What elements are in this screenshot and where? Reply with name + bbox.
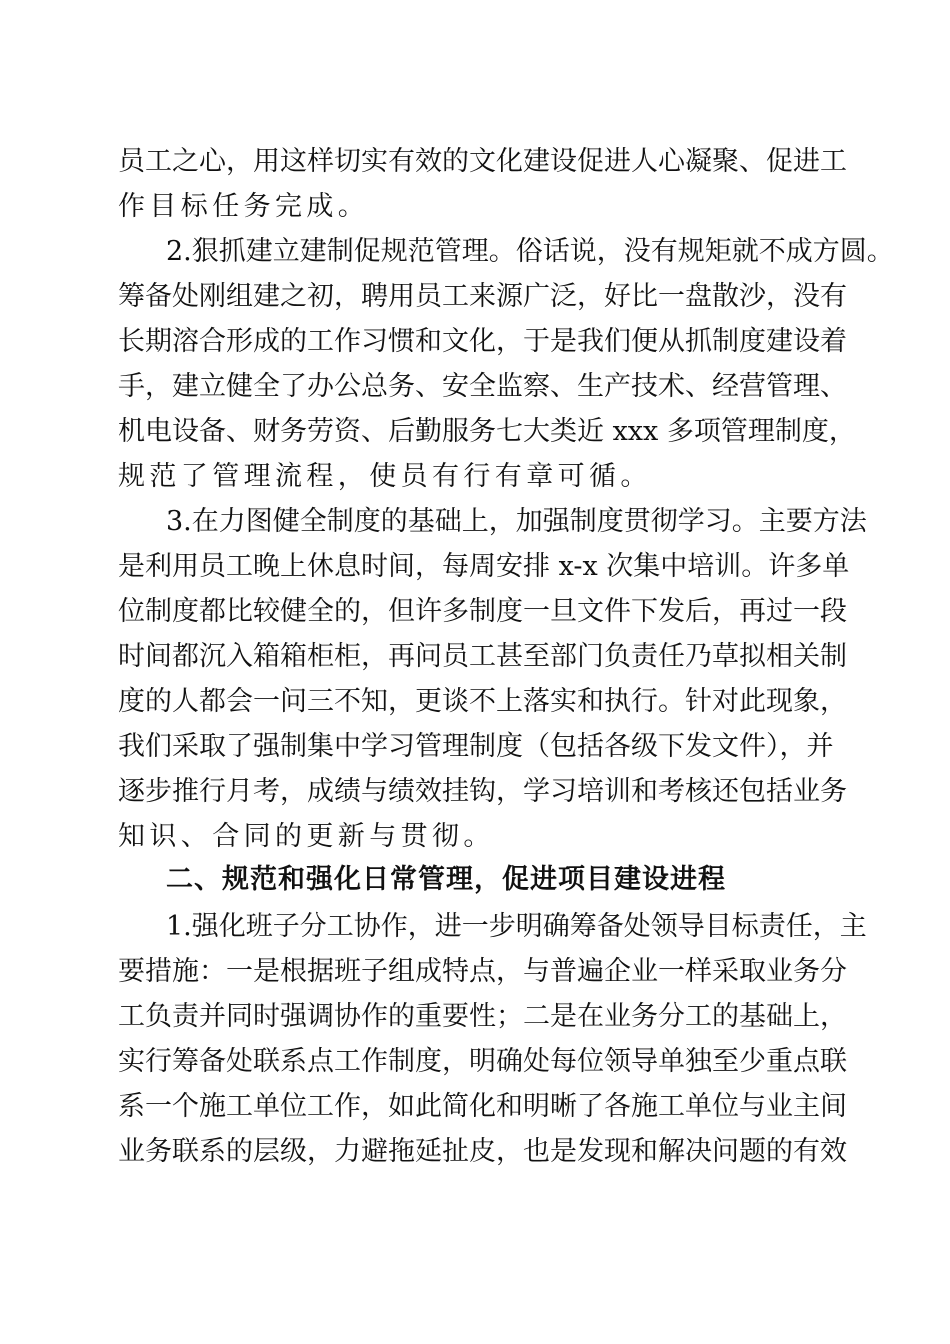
text-line: 2.狠抓建立建制促规范管理。俗话说，没有规矩就不成方圆。 bbox=[166, 236, 894, 267]
text-line: 规范了管理流程，使员有行有章可循。 bbox=[118, 461, 652, 492]
text-line: 筹备处刚组建之初，聘用员工来源广泛，好比一盘散沙，没有 bbox=[118, 281, 847, 312]
text-line: 要措施：一是根据班子组成特点，与普遍企业一样采取业务分 bbox=[118, 956, 847, 987]
text-line: 1.强化班子分工协作，进一步明确筹备处领导目标责任，主 bbox=[166, 911, 867, 942]
text-line: 实行筹备处联系点工作制度，明确处每位领导单独至少重点联 bbox=[118, 1046, 847, 1077]
text-line: 逐步推行月考，成绩与绩效挂钩，学习培训和考核还包括业务 bbox=[118, 776, 847, 807]
text-line: 员工之心，用这样切实有效的文化建设促进人心凝聚、促进工 bbox=[118, 146, 847, 177]
section-heading: 二、规范和强化日常管理，促进项目建设进程 bbox=[166, 864, 726, 895]
text-line: 是利用员工晚上休息时间，每周安排 x-x 次集中培训。许多单 bbox=[118, 551, 850, 582]
text-line: 知识、合同的更新与贯彻。 bbox=[118, 821, 495, 852]
text-line: 3.在力图健全制度的基础上，加强制度贯彻学习。主要方法 bbox=[166, 506, 867, 537]
text-line: 手，建立健全了办公总务、安全监察、生产技术、经营管理、 bbox=[118, 371, 847, 402]
text-line: 工负责并同时强调协作的重要性；二是在业务分工的基础上， bbox=[118, 1001, 847, 1032]
text-line: 机电设备、财务劳资、后勤服务七大类近 xxx 多项管理制度， bbox=[118, 416, 856, 447]
text-line: 业务联系的层级，力避拖延扯皮，也是发现和解决问题的有效 bbox=[118, 1136, 847, 1167]
text-line: 作目标任务完成。 bbox=[118, 191, 370, 222]
text-line: 时间都沉入箱箱柜柜，再问员工甚至部门负责任乃草拟相关制 bbox=[118, 641, 847, 672]
text-line: 系一个施工单位工作，如此简化和明晰了各施工单位与业主间 bbox=[118, 1091, 847, 1122]
text-line: 度的人都会一问三不知，更谈不上落实和执行。针对此现象， bbox=[118, 686, 847, 717]
text-line: 位制度都比较健全的，但许多制度一旦文件下发后，再过一段 bbox=[118, 596, 847, 627]
text-line: 我们采取了强制集中学习管理制度（包括各级下发文件），并 bbox=[118, 731, 834, 762]
text-line: 长期溶合形成的工作习惯和文化，于是我们便从抓制度建设着 bbox=[118, 326, 847, 357]
